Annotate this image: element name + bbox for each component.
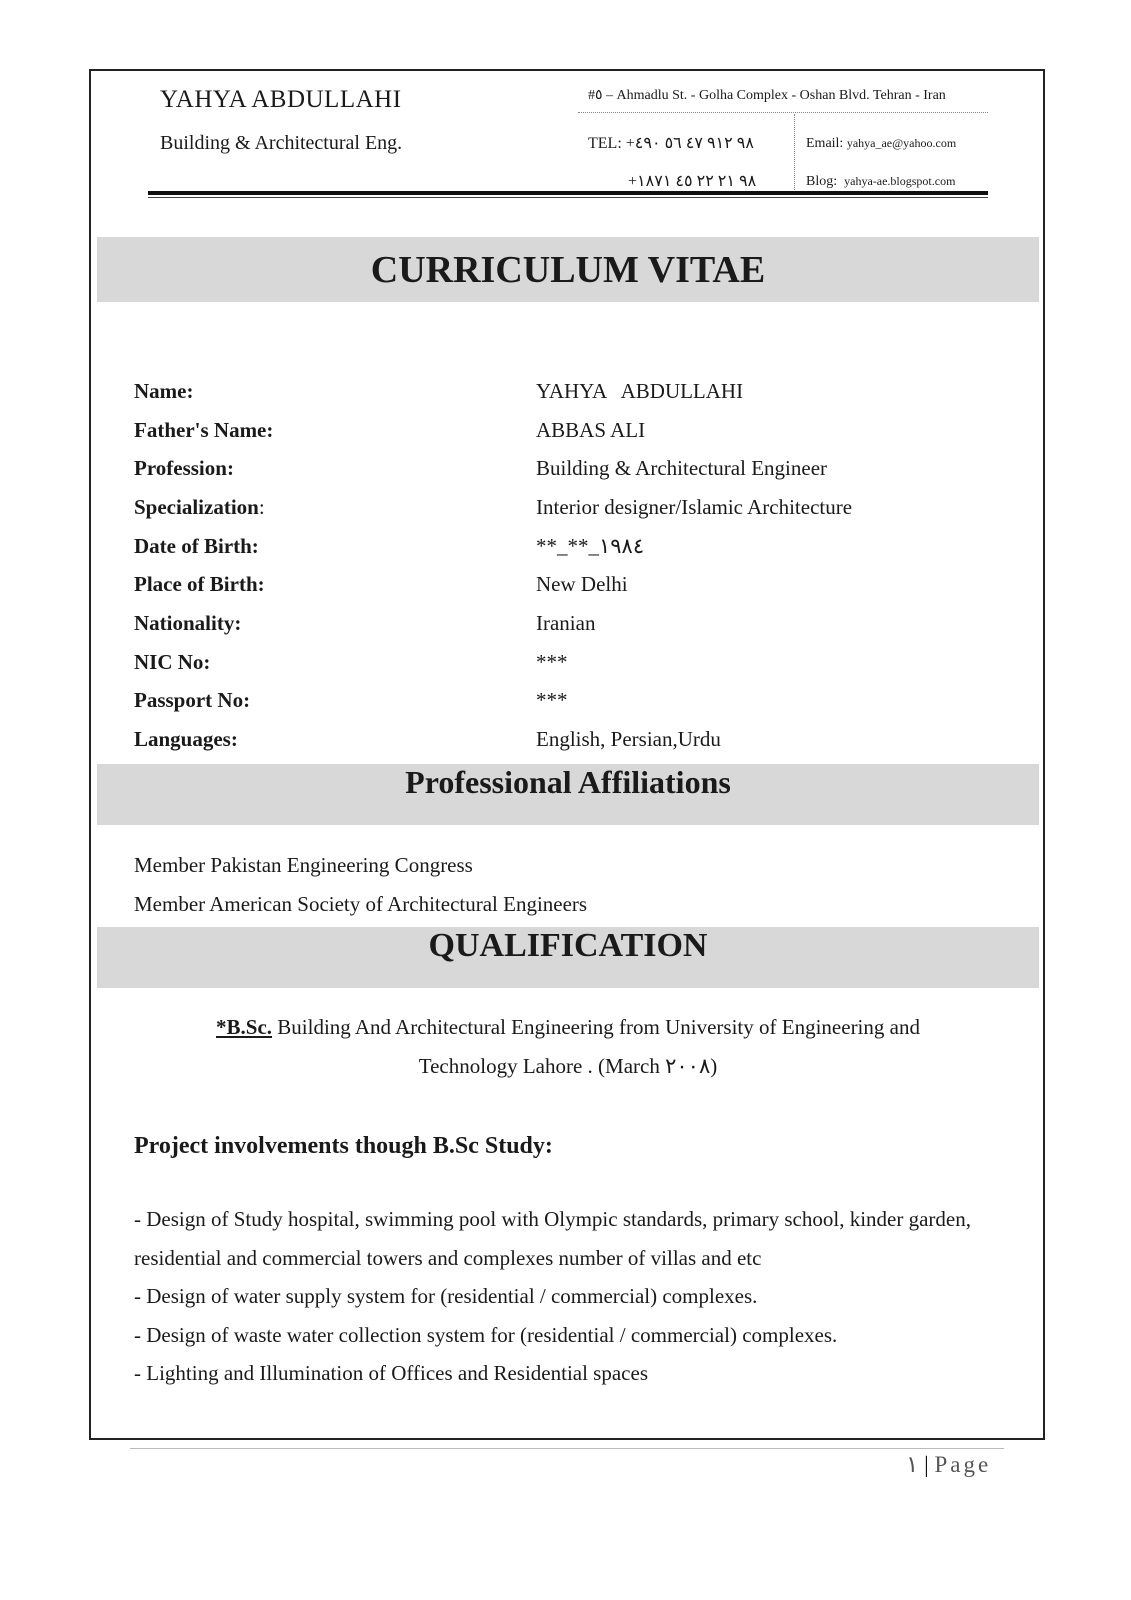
- info-row: [134, 604, 994, 643]
- info-label: NIC No:: [134, 649, 211, 674]
- header-address: #٥ – Ahmadlu St. - Golha Complex - Oshan Blvd. Tehran - Iran: [588, 88, 946, 103]
- info-label: Date of Birth:: [134, 533, 259, 558]
- page-separator: |: [924, 1452, 929, 1477]
- cv-title: CURRICULUM VITAE: [370, 248, 766, 291]
- affiliations-list: [134, 846, 587, 923]
- degree-description: Building And Architectural Engineering from University of Engineering and: [272, 1015, 920, 1039]
- projects-list: [134, 1200, 994, 1393]
- info-row: [134, 488, 994, 527]
- info-row: [134, 720, 994, 759]
- info-label-colon: :: [258, 494, 265, 519]
- info-label: Place of Birth:: [134, 572, 265, 597]
- header-dotted-separator: [794, 114, 795, 190]
- info-row: [134, 682, 994, 721]
- info-value: Building & Architectural Engineer: [536, 456, 828, 481]
- header-dotted-rule: [578, 112, 988, 113]
- info-value: New Delhi: [536, 572, 628, 597]
- info-label: Passport No:: [134, 688, 251, 713]
- info-row: [134, 449, 994, 488]
- page-number-value: ١: [906, 1452, 919, 1477]
- info-row: [134, 527, 994, 566]
- info-label-text: Specialization: [134, 494, 259, 519]
- info-label: [134, 495, 536, 520]
- info-label: Nationality:: [134, 610, 242, 635]
- page-number: [906, 1452, 991, 1478]
- project-item: - Design of water supply system for (residential / commercial) complexes.: [134, 1284, 758, 1309]
- email-value[interactable]: yahya_ae@yahoo.com: [846, 136, 957, 150]
- personal-info: [134, 372, 994, 759]
- degree-label: *B.Sc.: [216, 1015, 273, 1039]
- info-row: [134, 411, 994, 450]
- header-blog: [806, 174, 955, 190]
- affiliations-band: [97, 764, 1039, 825]
- blog-label: Blog:: [806, 174, 838, 189]
- info-value: ***: [536, 649, 568, 674]
- header-thick-rule: [148, 191, 988, 195]
- info-label: Name:: [134, 378, 194, 403]
- info-row: [134, 565, 994, 604]
- info-value: **_**_١٩٨٤: [536, 533, 645, 558]
- header-tel: [588, 133, 754, 153]
- qualification-title: QUALIFICATION: [428, 927, 708, 964]
- info-label: Father's Name:: [134, 417, 274, 442]
- info-row: [134, 372, 994, 411]
- affiliations-title: Professional Affiliations: [405, 764, 731, 800]
- projects-heading: Project involvements though B.Sc Study:: [134, 1133, 553, 1159]
- info-row: [134, 643, 994, 682]
- info-value: ***: [536, 688, 568, 713]
- header-email: [806, 136, 956, 152]
- info-value: ABBAS ALI: [536, 417, 646, 442]
- qualification-line-1: [150, 1008, 986, 1047]
- info-value: Iranian: [536, 610, 596, 635]
- header-title: Building & Architectural Eng.: [160, 132, 403, 154]
- project-item: - Lighting and Illumination of Offices and Residential spaces: [134, 1361, 648, 1386]
- info-value: English, Persian,Urdu: [536, 727, 721, 752]
- tel-label: TEL:: [588, 135, 622, 152]
- tel-number-2: +٩٨ ٢١ ٢٢ ٤٥ ١٨٧١: [628, 173, 757, 190]
- project-item: - Design of Study hospital, swimming pool with Olympic standards, primary school, kinder garden, residential and commercial towers and complexes number of villas and etc: [134, 1207, 971, 1270]
- qualification-line-2: Technology Lahore . (March ٢٠٠٨): [418, 1053, 718, 1078]
- email-label: Email:: [806, 136, 844, 151]
- info-value: Interior designer/Islamic Architecture: [536, 494, 853, 519]
- footer-rule: [130, 1448, 1004, 1449]
- cv-title-band: [97, 237, 1039, 302]
- info-label: Languages:: [134, 727, 238, 752]
- header-thin-rule: [148, 197, 988, 198]
- info-label: Profession:: [134, 456, 234, 481]
- header-name: YAHYA ABDULLAHI: [160, 86, 402, 113]
- page-label: Page: [934, 1452, 992, 1477]
- tel-number-1: +٩٨ ٩١٢ ٤٧ ٥٦ ٤٩٠: [625, 135, 754, 152]
- qualification-text: [150, 1008, 986, 1085]
- affiliation-item: Member American Society of Architectural Engineers: [134, 891, 588, 916]
- qualification-band: [97, 927, 1039, 988]
- affiliation-item: Member Pakistan Engineering Congress: [134, 853, 473, 877]
- project-item: - Design of waste water collection system for (residential / commercial) complexes.: [134, 1322, 838, 1347]
- info-value: YAHYA ABDULLAHI: [536, 378, 744, 403]
- blog-value[interactable]: yahya-ae.blogspot.com: [844, 174, 956, 188]
